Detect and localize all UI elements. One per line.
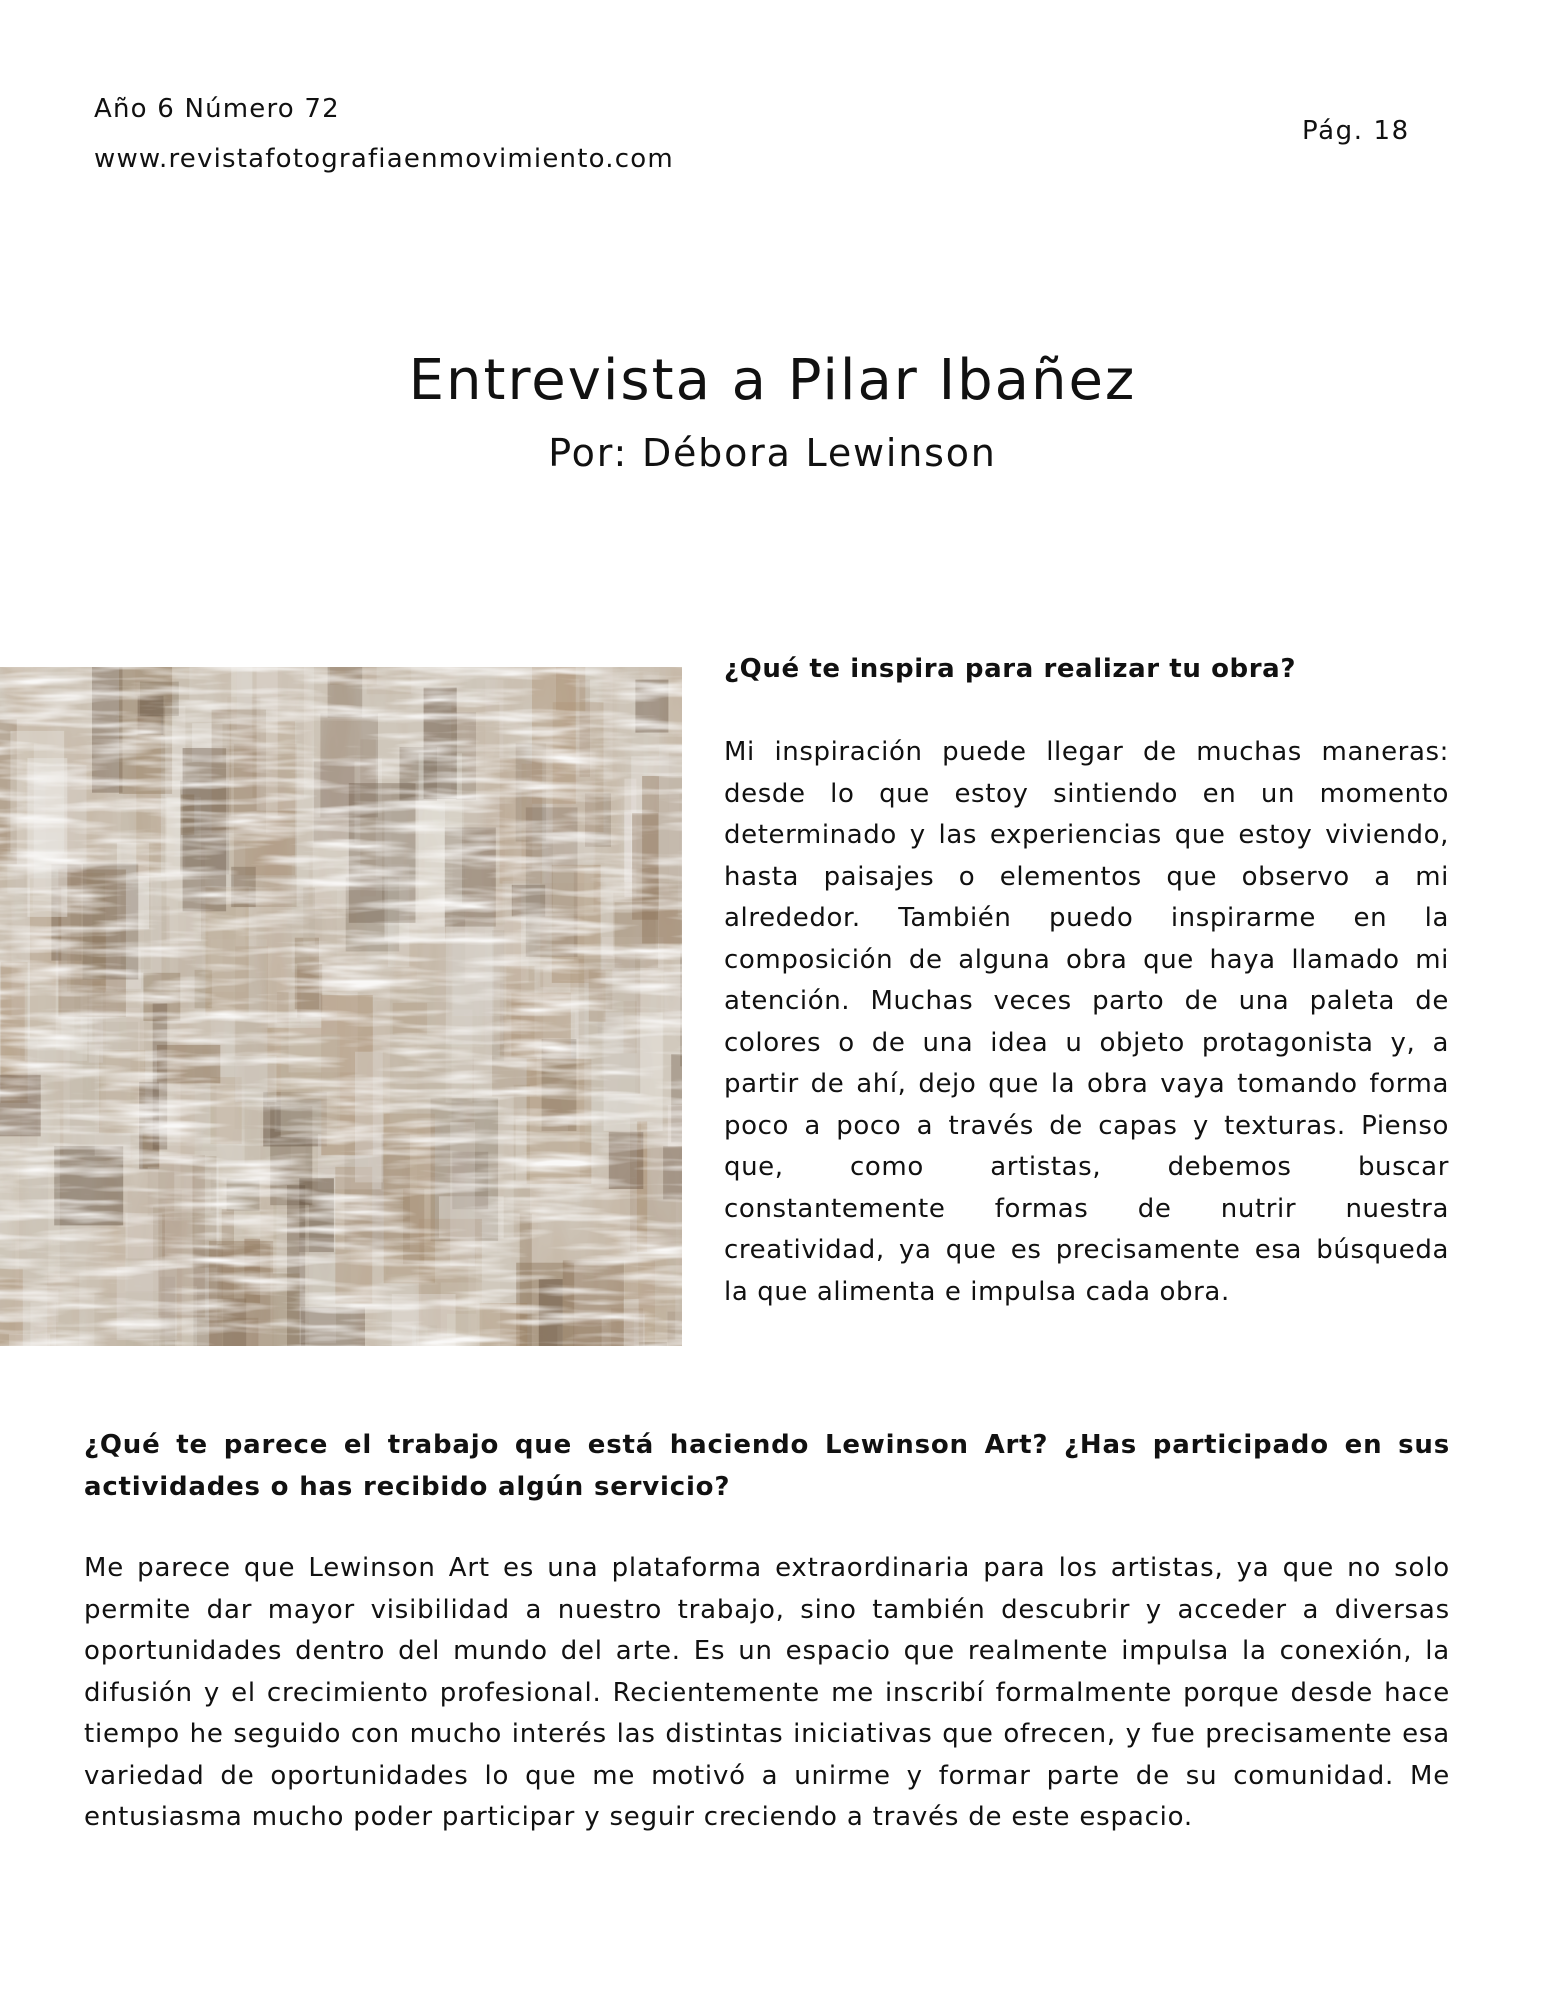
issue-number: Año 6 Número 72	[94, 94, 340, 124]
first-section	[0, 648, 1545, 1346]
canvas-highlights	[0, 667, 682, 1346]
answer-1: Mi inspiración puede llegar de muchas maneras: desde lo que estoy sintiendo en un momento determinado y las experiencias que estoy viviendo, hasta paisajes o elementos que observo a mi alrededor. También puedo inspirarme en la composición de alguna obra que haya llamado mi atención. Muchas veces parto de una paleta de colores o de una idea u objeto protagonista y, a partir de ahí, dejo que la obra vaya tomando forma poco a poco a través de capas y texturas. Pienso que, como artistas, debemos buscar constantemente formas de nutrir nuestra creatividad, ya que es precisamente esa búsqueda la que alimenta e impulsa cada obra.	[724, 737, 1449, 1307]
article-body	[0, 648, 1545, 1839]
page-number: Pág. 18	[1302, 116, 1410, 146]
qa-section-1	[724, 648, 1449, 1313]
website-url: www.revistafotografiaenmovimiento.com	[94, 144, 674, 174]
abstract-painting-image	[0, 667, 682, 1346]
magazine-header	[94, 84, 674, 184]
article-byline: Por: Débora Lewinson	[548, 431, 997, 475]
qa-section-2	[84, 1346, 1450, 1839]
question-1: ¿Qué te inspira para realizar tu obra?	[724, 654, 1296, 684]
article-title: Entrevista a Pilar Ibañez	[408, 348, 1137, 413]
answer-2: Me parece que Lewinson Art es una plataforma extraordinaria para los artistas, ya que no solo permite dar mayor visibilidad a nuestro trabajo, sino también descubrir y acceder a diversas oportunidades dentro del mundo del arte. Es un espacio que realmente impulsa la conexión, la difusión y el crecimiento profesional. Recientemente me inscribí formalmente porque desde hace tiempo he seguido con mucho interés las distintas iniciativas que ofrecen, y fue precisamente esa variedad de oportunidades lo que me motivó a unirme y formar parte de su comunidad. Me entusiasma mucho poder participar y seguir creciendo a través de este espacio.	[84, 1553, 1450, 1832]
question-2: ¿Qué te parece el trabajo que está haciendo Lewinson Art? ¿Has participado en sus actividades o has recibido algún servicio?	[84, 1430, 1450, 1502]
artwork-image	[0, 667, 682, 1346]
